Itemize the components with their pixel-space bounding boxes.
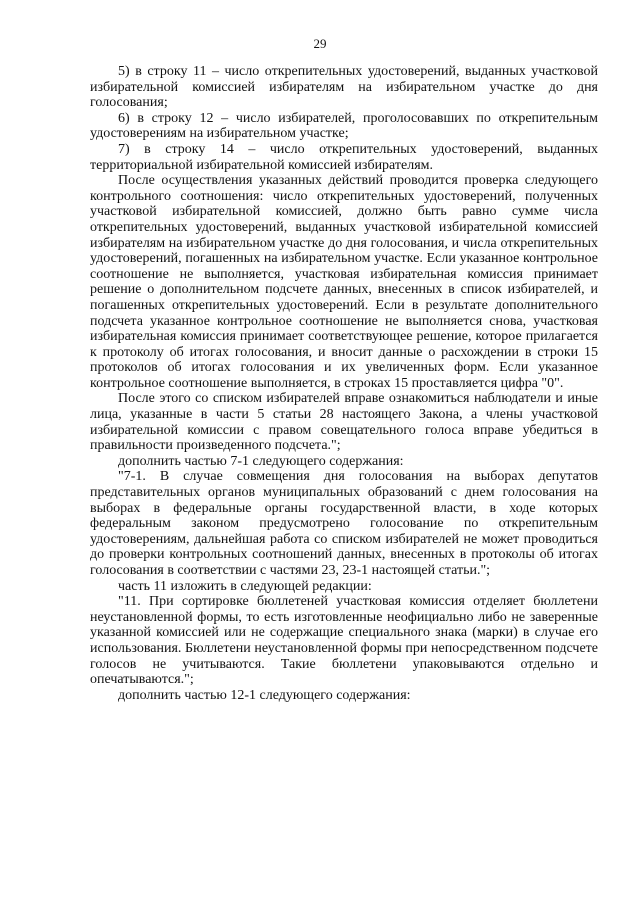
paragraph-item-6: 6) в строку 12 – число избирателей, проголосовавших по открепительным удостоверениям на избирательном участке; — [90, 110, 598, 142]
paragraph-item-5: 5) в строку 11 – число открепительных удостоверений, выданных участковой избирательной комиссией избирателям на избирательном участке до дня голосования; — [90, 64, 598, 111]
page-number: 29 — [313, 36, 327, 51]
paragraph-amend-7-1: дополнить частью 7-1 следующего содержания: — [118, 453, 404, 469]
document-body — [90, 64, 598, 703]
paragraph-control-check: После осуществления указанных действий проводится проверка следующего контрольного соотношения: число открепительных удостоверений, полученных участковой избирательной комиссией, должно быть равно сумме числа открепительных удостоверений, выданных участковой избирательной комиссией избирателям на избирательном участке до дня голосования, и числа открепительных удостоверений, погашенных на избирательном участке. Если указанное контрольное соотношение не выполняется, участковая избирательная комиссия принимает решение о дополнительном подсчете данных, внесенных в список избирателей, и погашенных открепительных удостоверений. Если в результате дополнительного подсчета указанное контрольное соотношение не выполняется снова, участковая избирательная комиссия принимает соответствующее решение, которое прилагается к протоколу об итогах голосования, и вносит данные о расхождении в строки 15 протоколов об итогах голосования и их увеличенных форм. Если указанное контрольное соотношение выполняется, в строках 15 проставляется цифра "0". — [90, 173, 598, 391]
paragraph-part-7-1: "7-1. В случае совмещения дня голосования на выборах депутатов представительных органов муниципальных образований с днем голосования на выборах в федеральные органы государственной власти, в ходе которых федеральным законом предусмотрено голосование по открепительным удостоверениям, дальнейшая работа со списком избирателей не может проводиться до проверки контрольных соотношений данных, внесенных в протоколы об итогах голосования в соответствии с частями 23, 23-1 настоящей статьи."; — [90, 469, 598, 578]
paragraph-item-7: 7) в строку 14 – число открепительных удостоверений, выданных территориальной избирательной комиссией избирателям. — [90, 141, 598, 173]
paragraph-amend-11: часть 11 изложить в следующей редакции: — [118, 578, 372, 594]
paragraph-observers: После этого со списком избирателей вправе ознакомиться наблюдатели и иные лица, указанные в части 5 статьи 28 настоящего Закона, а члены участковой избирательной комиссии с правом совещательного голоса вправе убедиться в правильности произведенного подсчета."; — [90, 391, 598, 454]
paragraph-amend-12-1: дополнить частью 12-1 следующего содержания: — [118, 687, 411, 703]
paragraph-part-11: "11. При сортировке бюллетеней участковая комиссия отделяет бюллетени неустановленной формы, то есть изготовленные неофициально либо не заверенные указанной комиссией или не содержащие специального знака (марки) в случае его использования. Бюллетени неустановленной формы при непосредственном подсчете голосов не учитываются. Такие бюллетени упаковываются отдельно и опечатываются."; — [90, 594, 598, 688]
